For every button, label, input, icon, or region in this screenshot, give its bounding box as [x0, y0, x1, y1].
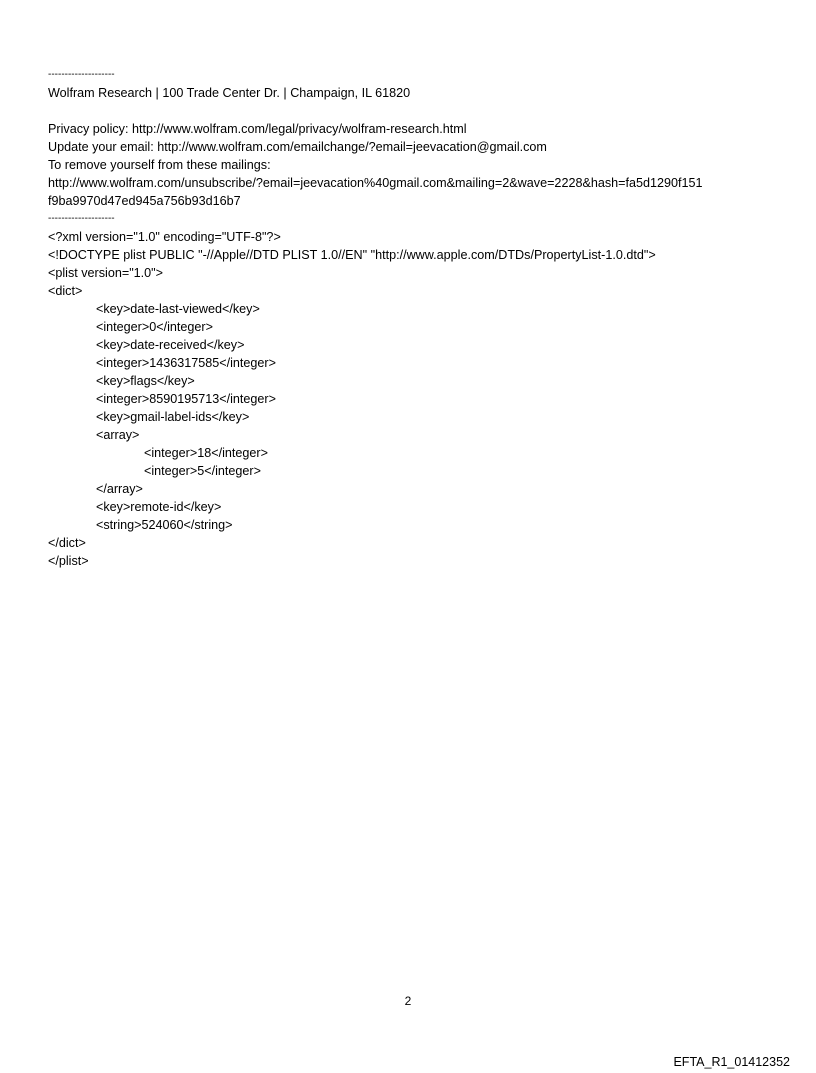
key-flags: <key>flags</key> [96, 374, 195, 388]
footer-address: Wolfram Research | 100 Trade Center Dr. | Champaign, IL 61820 [48, 86, 411, 100]
page-number: 2 [404, 994, 412, 1008]
unsubscribe-url-line-1: http://www.wolfram.com/unsubscribe/?email=jeevacation%40gmail.com&mailing=2&wave=2228&hash=fa5d1290f151 [48, 176, 703, 190]
document-body [48, 66, 788, 570]
integer-date-received: <integer>1436317585</integer> [96, 356, 276, 370]
dict-close-tag: </dict> [48, 536, 86, 550]
xml-declaration: <?xml version="1.0" encoding="UTF-8"?> [48, 230, 281, 244]
integer-label-5: <integer>5</integer> [144, 464, 261, 478]
plist-close-tag: </plist> [48, 554, 89, 568]
key-date-last-viewed: <key>date-last-viewed</key> [96, 302, 260, 316]
key-gmail-label-ids: <key>gmail-label-ids</key> [96, 410, 250, 424]
separator-bottom: -------------------- [48, 213, 115, 224]
spacer [48, 102, 788, 120]
privacy-policy-line: Privacy policy: http://www.wolfram.com/legal/privacy/wolfram-research.html [48, 122, 467, 136]
key-date-received: <key>date-received</key> [96, 338, 245, 352]
separator-top: -------------------- [48, 69, 115, 80]
unsubscribe-url-line-2: f9ba9970d47ed945a756b93d16b7 [48, 194, 241, 208]
document-id: EFTA_R1_01412352 [673, 1055, 790, 1069]
integer-date-last-viewed: <integer>0</integer> [96, 320, 213, 334]
update-email-line: Update your email: http://www.wolfram.com/emailchange/?email=jeevacation@gmail.com [48, 140, 547, 154]
key-remote-id: <key>remote-id</key> [96, 500, 222, 514]
plist-open-tag: <plist version="1.0"> [48, 266, 164, 280]
array-close-tag: </array> [96, 482, 143, 496]
integer-flags: <integer>8590195713</integer> [96, 392, 276, 406]
doctype-line: <!DOCTYPE plist PUBLIC "-//Apple//DTD PLIST 1.0//EN" "http://www.apple.com/DTDs/PropertyList-1.0.dtd"> [48, 248, 656, 262]
remove-mailings-text: To remove yourself from these mailings: [48, 158, 271, 172]
dict-open-tag: <dict> [48, 284, 83, 298]
string-remote-id: <string>524060</string> [96, 518, 233, 532]
integer-label-18: <integer>18</integer> [144, 446, 268, 460]
array-open-tag: <array> [96, 428, 140, 442]
